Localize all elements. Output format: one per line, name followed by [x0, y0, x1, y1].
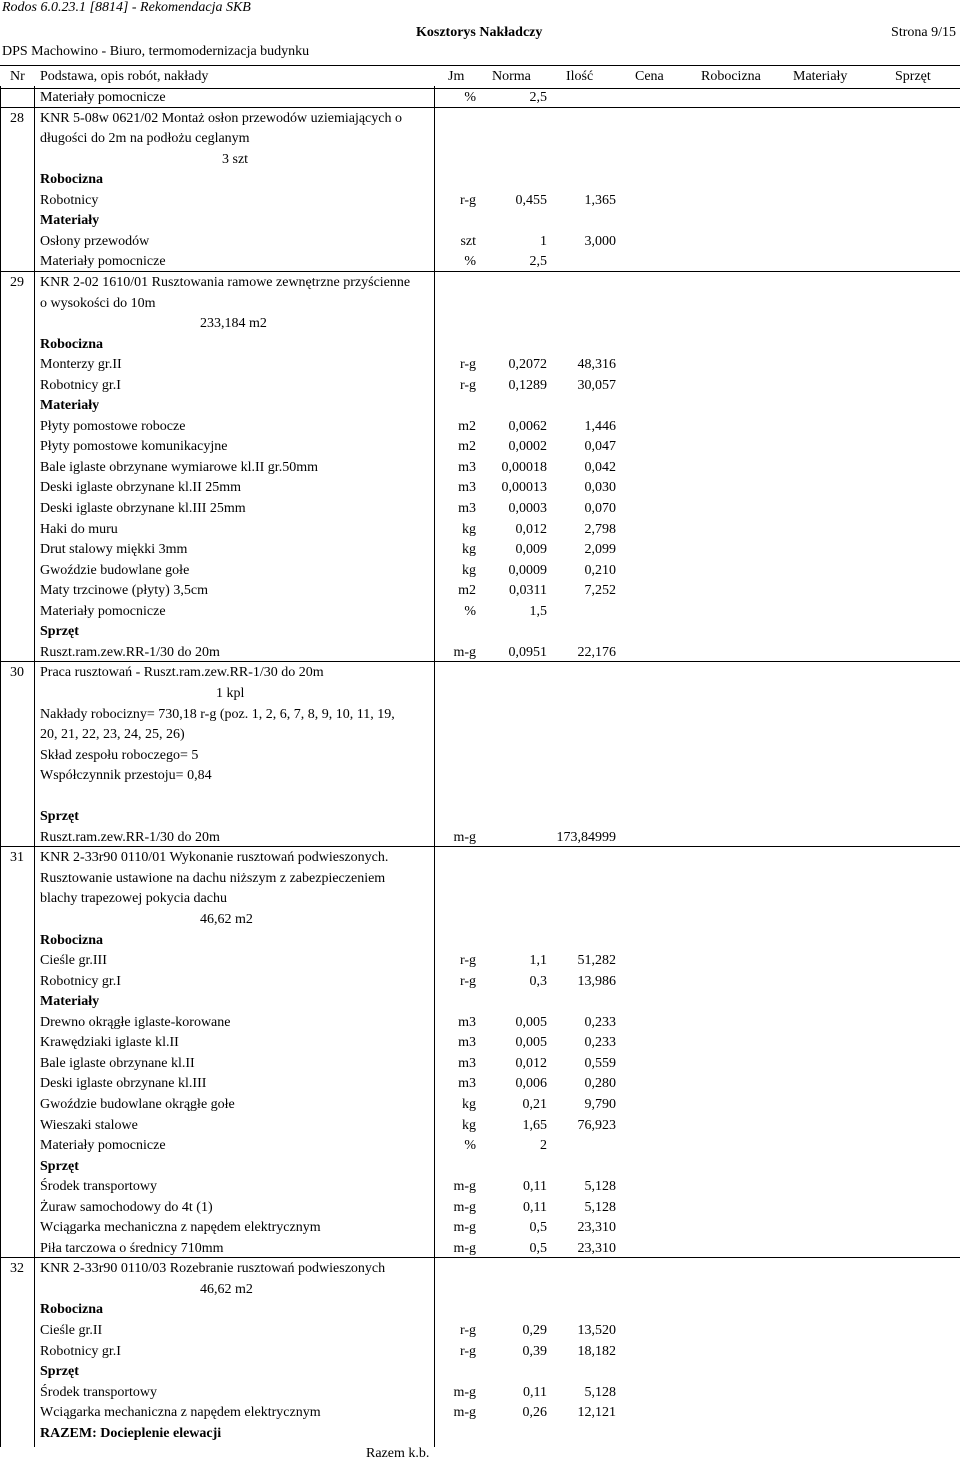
norm-value: 0,21: [522, 1097, 547, 1112]
unit-value: m-g: [453, 1385, 476, 1400]
unit-value: %: [464, 604, 476, 619]
row-description: KNR 2-33r90 0110/01 Wykonanie rusztowań podwieszonych.: [40, 850, 389, 865]
row-description: 20, 21, 22, 23, 24, 25, 26): [40, 727, 185, 742]
table-row: [0, 747, 960, 765]
table-row: [0, 1014, 960, 1032]
item-separator: [0, 661, 960, 662]
table-row: [0, 1219, 960, 1237]
unit-value: szt: [460, 234, 476, 249]
quantity-value: 0,233: [584, 1035, 616, 1050]
section-label: Sprzęt: [40, 1159, 79, 1174]
item-row: [0, 849, 960, 867]
norm-value: 0,5: [529, 1220, 547, 1235]
table-row: [0, 562, 960, 580]
norm-value: 0,012: [515, 1056, 547, 1071]
table-row: [0, 1404, 960, 1422]
section-label: Sprzęt: [40, 1364, 79, 1379]
table-row: [0, 726, 960, 744]
section-label: Robocizna: [40, 1302, 103, 1317]
row-description: Ruszt.ram.zew.RR-1/30 do 20m: [40, 830, 220, 845]
norm-value: 0,26: [522, 1405, 547, 1420]
row-description: Robotnicy gr.I: [40, 974, 121, 989]
quantity-value: 2,099: [584, 542, 616, 557]
quantity-value: 13,986: [577, 974, 616, 989]
quantity-value: 22,176: [577, 645, 616, 660]
table-row: [0, 973, 960, 991]
unit-value: r-g: [459, 193, 476, 208]
unit-value: m3: [458, 1056, 476, 1071]
row-description: KNR 2-02 1610/01 Rusztowania ramowe zewnętrzne przyścienne: [40, 275, 411, 290]
item-row: [0, 664, 960, 682]
norm-value: 1: [540, 234, 547, 249]
section-label: Robocizna: [40, 337, 103, 352]
row-description: Skład zespołu roboczego= 5: [40, 748, 199, 763]
row-description: Osłony przewodów: [40, 234, 150, 249]
quantity-value: 30,057: [577, 378, 616, 393]
row-description: Piła tarczowa o średnicy 710mm: [40, 1241, 224, 1256]
unit-value: m3: [458, 1015, 476, 1030]
quantity-value: 5,128: [584, 1385, 616, 1400]
table-row: [0, 253, 960, 271]
table-row: [0, 829, 960, 847]
table-row: [0, 1034, 960, 1052]
row-description: Środek transportowy: [40, 1179, 158, 1194]
quantity-value: 51,282: [577, 953, 616, 968]
norm-value: 0,39: [522, 1344, 547, 1359]
norm-value: 0,012: [515, 522, 547, 537]
unit-value: %: [464, 90, 476, 105]
norm-value: 2,5: [529, 90, 547, 105]
item-separator: [0, 107, 960, 108]
row-description: Deski iglaste obrzynane kl.III 25mm: [40, 501, 246, 516]
table-row: [0, 1425, 960, 1443]
col-description: Podstawa, opis robót, nakłady: [40, 69, 209, 84]
norm-value: 0,0311: [509, 583, 547, 598]
quantity-value: 76,923: [577, 1118, 616, 1133]
unit-value: kg: [462, 522, 476, 537]
item-row: [0, 110, 960, 128]
quantity-value: 23,310: [577, 1220, 616, 1235]
row-description: Materiały pomocnicze: [40, 90, 166, 105]
unit-value: m2: [458, 419, 476, 434]
row-description: Wieszaki stalowe: [40, 1118, 138, 1133]
row-description: Drut stalowy miękki 3mm: [40, 542, 188, 557]
quantity-value: 0,559: [584, 1056, 616, 1071]
unit-value: m-g: [453, 1405, 476, 1420]
table-row: [0, 479, 960, 497]
row-description: Materiały pomocnicze: [40, 604, 166, 619]
row-description: Nakłady robocizny= 730,18 r-g (poz. 1, 2, 6, 7, 8, 9, 10, 11, 19,: [40, 707, 395, 722]
unit-value: m-g: [453, 1200, 476, 1215]
row-description: Robotnicy: [40, 193, 99, 208]
table-row: [0, 418, 960, 436]
quantity-value: 13,520: [577, 1323, 616, 1338]
table-row: [0, 521, 960, 539]
table-row: [0, 1240, 960, 1258]
quantity-value: 7,252: [584, 583, 616, 598]
table-row: [0, 1343, 960, 1361]
unit-value: kg: [462, 1118, 476, 1133]
item-separator: [0, 846, 960, 847]
item-row: [0, 274, 960, 292]
unit-value: r-g: [459, 974, 476, 989]
unit-value: r-g: [459, 357, 476, 372]
unit-value: r-g: [459, 953, 476, 968]
row-description: Cieśle gr.III: [40, 953, 107, 968]
table-row: [0, 1117, 960, 1135]
section-label: Materiały: [40, 994, 100, 1009]
table-row: [0, 1055, 960, 1073]
quantity-value: 0,070: [584, 501, 616, 516]
row-description: Drewno okrągłe iglaste-korowane: [40, 1015, 231, 1030]
table-row: [0, 233, 960, 251]
table-row: [0, 952, 960, 970]
table-row: [0, 870, 960, 888]
unit-value: m2: [458, 583, 476, 598]
table-row: [0, 1363, 960, 1381]
row-description: Ruszt.ram.zew.RR-1/30 do 20m: [40, 645, 220, 660]
unit-value: m3: [458, 1076, 476, 1091]
norm-value: 0,00018: [501, 460, 547, 475]
norm-value: 0,0009: [508, 563, 547, 578]
row-description: Środek transportowy: [40, 1385, 158, 1400]
table-row: [0, 603, 960, 621]
unit-value: m3: [458, 501, 476, 516]
norm-value: 0,005: [515, 1035, 547, 1050]
section-label: Materiały: [40, 398, 100, 413]
table-row: [0, 1301, 960, 1319]
quantity-value: 1,365: [584, 193, 616, 208]
row-description: o wysokości do 10m: [40, 296, 156, 311]
unit-value: kg: [462, 542, 476, 557]
unit-value: %: [464, 254, 476, 269]
unit-value: m3: [458, 1035, 476, 1050]
row-description: Wciągarka mechaniczna z napędem elektrycznym: [40, 1220, 321, 1235]
quantity-value: 2,798: [584, 522, 616, 537]
item-quantity: 3 szt: [222, 152, 249, 167]
norm-value: 0,0951: [508, 645, 547, 660]
table-row: [0, 192, 960, 210]
table-row: [0, 767, 960, 785]
item-number: 32: [10, 1261, 24, 1276]
row-description: Rusztowanie ustawione na dachu niższym z zabezpieczeniem: [40, 871, 386, 886]
item-quantity: 46,62 m2: [200, 912, 253, 927]
row-description: Materiały pomocnicze: [40, 1138, 166, 1153]
col-quantity: Ilość: [566, 69, 594, 84]
table-row: [0, 356, 960, 374]
row-description: Żuraw samochodowy do 4t (1): [40, 1200, 213, 1215]
norm-value: 1,1: [529, 953, 547, 968]
table-row: [0, 993, 960, 1011]
table-row: [0, 890, 960, 908]
quantity-value: 12,121: [577, 1405, 616, 1420]
quantity-value: 0,280: [584, 1076, 616, 1091]
table-row: [0, 788, 960, 806]
table-row: [0, 685, 960, 703]
table-row: [0, 1281, 960, 1299]
col-equipment: Sprzęt: [895, 69, 931, 84]
table-row: [0, 1322, 960, 1340]
quantity-value: 0,047: [584, 439, 616, 454]
unit-value: %: [464, 1138, 476, 1153]
table-row: [0, 706, 960, 724]
row-description: Bale iglaste obrzynane kl.II: [40, 1056, 195, 1071]
norm-value: 0,009: [515, 542, 547, 557]
table-row: [0, 438, 960, 456]
table-row: [0, 459, 960, 477]
col-nr: Nr: [10, 69, 25, 84]
table-row: [0, 130, 960, 148]
table-row: [0, 171, 960, 189]
subtotal-label: Razem k.b.: [366, 1446, 430, 1461]
row-description: Deski iglaste obrzynane kl.II 25mm: [40, 480, 242, 495]
norm-value: 0,455: [515, 193, 547, 208]
row-description: Maty trzcinowe (płyty) 3,5cm: [40, 583, 208, 598]
table-row: [0, 623, 960, 641]
table-row: [0, 336, 960, 354]
item-row: [0, 1260, 960, 1278]
quantity-value: 173,84999: [556, 830, 616, 845]
norm-value: 1,5: [529, 604, 547, 619]
row-description: Monterzy gr.II: [40, 357, 122, 372]
norm-value: 0,2072: [508, 357, 547, 372]
item-quantity: 233,184 m2: [200, 316, 267, 331]
unit-value: r-g: [459, 378, 476, 393]
quantity-value: 5,128: [584, 1200, 616, 1215]
unit-value: kg: [462, 1097, 476, 1112]
row-description: Współczynnik przestoju= 0,84: [40, 768, 212, 783]
item-number: 28: [10, 111, 24, 126]
item-separator: [0, 271, 960, 272]
quantity-value: 0,210: [584, 563, 616, 578]
row-description: Haki do muru: [40, 522, 118, 537]
quantity-value: 0,042: [584, 460, 616, 475]
item-quantity: 46,62 m2: [200, 1282, 253, 1297]
item-number: 30: [10, 665, 24, 680]
table-row: [0, 295, 960, 313]
unit-value: m-g: [453, 645, 476, 660]
norm-value: 0,006: [515, 1076, 547, 1091]
quantity-value: 9,790: [584, 1097, 616, 1112]
norm-value: 0,3: [529, 974, 547, 989]
norm-value: 0,0062: [508, 419, 547, 434]
row-description: Praca rusztowań - Ruszt.ram.zew.RR-1/30 do 20m: [40, 665, 324, 680]
row-description: KNR 2-33r90 0110/03 Rozebranie rusztowań podwieszonych: [40, 1261, 386, 1276]
row-description: KNR 5-08w 0621/02 Montaż osłon przewodów uziemiających o: [40, 111, 402, 126]
table-row: [0, 1178, 960, 1196]
norm-value: 0,005: [515, 1015, 547, 1030]
unit-value: m3: [458, 480, 476, 495]
table-row: [0, 377, 960, 395]
table-row: [0, 1096, 960, 1114]
unit-value: kg: [462, 563, 476, 578]
row-description: Gwoździe budowlane okrągłe gołe: [40, 1097, 235, 1112]
item-number: 29: [10, 275, 24, 290]
table-row: [0, 500, 960, 518]
row-description: Cieśle gr.II: [40, 1323, 103, 1338]
table-row: [0, 1158, 960, 1176]
item-number: 31: [10, 850, 24, 865]
table-row: [0, 808, 960, 826]
table-row: [0, 1384, 960, 1402]
row-description: Robotnicy gr.I: [40, 1344, 121, 1359]
item-separator: [0, 1257, 960, 1258]
table-row: [0, 1445, 960, 1463]
table-row: [0, 1075, 960, 1093]
norm-value: 0,11: [523, 1179, 547, 1194]
norm-value: 0,5: [529, 1241, 547, 1256]
norm-value: 2,5: [529, 254, 547, 269]
table-row: [0, 582, 960, 600]
section-label: Sprzęt: [40, 624, 79, 639]
unit-value: m-g: [453, 830, 476, 845]
row-description: Materiały pomocnicze: [40, 254, 166, 269]
col-unit: Jm: [448, 69, 465, 84]
row-description: Deski iglaste obrzynane kl.III: [40, 1076, 207, 1091]
norm-value: 0,1289: [508, 378, 547, 393]
row-description: Płyty pomostowe robocze: [40, 419, 186, 434]
app-title: Rodos 6.0.23.1 [8814] - Rekomendacja SKB: [2, 0, 251, 15]
row-description: Robotnicy gr.I: [40, 378, 121, 393]
table-row: [0, 644, 960, 662]
norm-value: 0,29: [522, 1323, 547, 1338]
quantity-value: 48,316: [577, 357, 616, 372]
table-row: [0, 911, 960, 929]
document-title: Kosztorys Nakładczy: [416, 25, 543, 40]
table-row: [0, 1199, 960, 1217]
page-number: Strona 9/15: [891, 25, 956, 40]
unit-value: m3: [458, 460, 476, 475]
quantity-value: 18,182: [577, 1344, 616, 1359]
unit-value: m-g: [453, 1241, 476, 1256]
section-label: Materiały: [40, 213, 100, 228]
col-price: Cena: [635, 69, 664, 84]
section-label: Robocizna: [40, 172, 103, 187]
unit-value: m-g: [453, 1179, 476, 1194]
table-row: [0, 151, 960, 169]
table-row: [0, 1137, 960, 1155]
norm-value: 0,0003: [508, 501, 547, 516]
unit-value: m-g: [453, 1220, 476, 1235]
row-description: Bale iglaste obrzynane wymiarowe kl.II gr.50mm: [40, 460, 318, 475]
row-description: blachy trapezowej pokycia dachu: [40, 891, 227, 906]
table-row: [0, 315, 960, 333]
unit-value: r-g: [459, 1344, 476, 1359]
norm-value: 0,11: [523, 1200, 547, 1215]
table-row: [0, 932, 960, 950]
unit-value: r-g: [459, 1323, 476, 1338]
item-quantity: 1 kpl: [216, 686, 245, 701]
col-materials: Materiały: [793, 69, 848, 84]
norm-value: 0,11: [523, 1385, 547, 1400]
row-description: Płyty pomostowe komunikacyjne: [40, 439, 228, 454]
unit-value: m2: [458, 439, 476, 454]
quantity-value: 23,310: [577, 1241, 616, 1256]
table-row: [0, 397, 960, 415]
section-label: Sprzęt: [40, 809, 79, 824]
row-description: Wciągarka mechaniczna z napędem elektrycznym: [40, 1405, 321, 1420]
table-row: [0, 89, 960, 107]
quantity-value: 0,233: [584, 1015, 616, 1030]
row-description: Gwoździe budowlane gołe: [40, 563, 190, 578]
quantity-value: 5,128: [584, 1179, 616, 1194]
total-label: RAZEM: Docieplenie elewacji: [40, 1426, 222, 1441]
quantity-value: 1,446: [584, 419, 616, 434]
row-description: długości do 2m na podłożu ceglanym: [40, 131, 250, 146]
table-row: [0, 212, 960, 230]
table-row: [0, 541, 960, 559]
col-norm: Norma: [492, 69, 531, 84]
company-name: DPS Machowino - Biuro, termomodernizacja budynku: [2, 44, 310, 59]
norm-value: 2: [540, 1138, 547, 1153]
norm-value: 0,0002: [508, 439, 547, 454]
quantity-value: 3,000: [584, 234, 616, 249]
section-label: Robocizna: [40, 933, 103, 948]
row-description: Krawędziaki iglaste kl.II: [40, 1035, 179, 1050]
norm-value: 0,00013: [501, 480, 547, 495]
quantity-value: 0,030: [584, 480, 616, 495]
col-labour: Robocizna: [701, 69, 761, 84]
norm-value: 1,65: [522, 1118, 547, 1133]
